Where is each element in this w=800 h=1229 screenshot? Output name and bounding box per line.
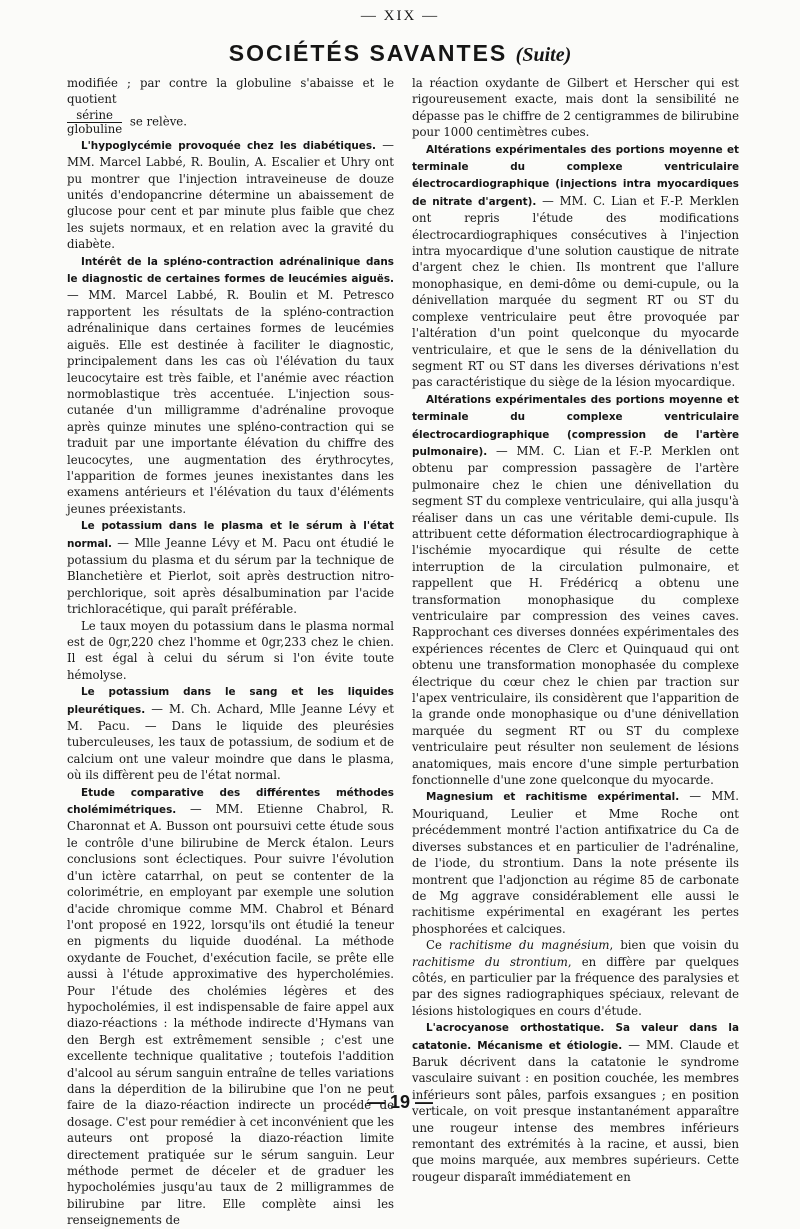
title-suite: (Suite): [515, 44, 572, 66]
article-heading: L'acrocyanose orthostatique. Sa valeur dans la catatonie. Mécanisme et étiologie.: [412, 1022, 739, 1052]
page-number: — 19 —: [366, 1092, 434, 1112]
article-heading: Altérations expérimentales des portions moyenne et terminale du complexe ventriculaire électrocardiographique (compression de l'artère pulmonaire).: [412, 393, 739, 458]
article-heading: Le potassium dans le plasma et le sérum à l'état normal.: [67, 520, 394, 550]
section-numeral: — XIX —: [360, 8, 440, 24]
paragraph-text: , en diffère par quelques côtés, en particulier par la fréquence des paralysies et par des signes radiographiques spéciaux, relevant de lésions histologiques en cours d'étude.: [412, 954, 739, 1018]
paragraph-text: , bien que voisin du: [609, 938, 739, 953]
article-cholemimetrie: [67, 784, 394, 1229]
paragraph-text: modifiée ; par contre la globuline s'abaisse et le quotient: [67, 76, 394, 107]
article-body: — Mlle Jeanne Lévy et M. Pacu ont étudié le potassium du plasma et du sérum par la technique de Blanchetière et Pierlot, soit après destruction nitro-perchlorique, soit après désalbumination par l'acide trichloracétique, qui paraît préférable.: [67, 535, 394, 617]
article-body: — MM. C. Lian et F.-P. Merklen ont repris l'étude des modifications électrocardiographiques consécutives à l'injection intra myocardique d'une solution caustique de nitrate d'argent chez le chien. Ils montrent que l'allure monophasique, en demi-dôme ou demi-cupule, ou la dénivellation marquée du segment RT ou ST du complexe ventriculaire peut être provoquée par l'altération d'un point quelconque du myocarde ventriculaire, et que le sens de la dénivellation du segment RT ou ST dans les diverses dérivations n'est pas caractéristique du siège de la lésion myocardique.: [412, 193, 739, 390]
article-heading: Altérations expérimentales des portions moyenne et terminale du complexe ventriculaire électrocardiographique (injections intra myocardiques de nitrate d'argent).: [412, 143, 739, 208]
article-body: — M. Ch. Achard, Mlle Jeanne Lévy et M. Pacu. — Dans le liquide des pleurésies tuberculeuses, les taux de potassium, de sodium et de calcium ont une valeur moindre que dans le plasma, où ils diffèrent peu de l'état normal.: [67, 701, 394, 783]
left-column: [67, 75, 394, 1228]
article-spleno-contraction: [67, 253, 394, 518]
fraction: [67, 109, 122, 136]
fraction-denominator: globuline: [67, 121, 123, 136]
article-nitrate-argent: [412, 141, 739, 391]
page-title: [0, 40, 800, 67]
italic-term: rachitisme du strontium: [412, 954, 568, 969]
article-potassium-plasma: [67, 517, 394, 617]
article-body: — MM. Etienne Chabrol, R. Charonnat et A. Busson ont poursuivi cette étude sous le contrôle d'une bilirubine de Merck étalon. Leurs conclusions sont éclectiques. Pour suivre l'évolution d'un ictère catarrhal, on peut se contenter de la colorimétrie, en employant par exemple une solution d'acide chromique comme MM. Chabrol et Bénard l'ont proposé en 1922, lorsqu'ils ont étudié la teneur en pigments du liquide duodénal. La méthode oxydante de Fouchet, d'exécution facile, se prête elle aussi à l'étude approximative des hypercholémies. Pour l'étude des cholémies légères et des hypocholémies, il est indispensable de faire appel aux diazo-réactions : la méthode indirecte d'Hymans van den Bergh est extrêmement sensible ; c'est une excellente technique qualitative ; toutefois l'addition d'alcool au sérum sanguin entraîne de telles variations dans la déperdition de la bilirubine que l'on ne peut faire de la diazo-réaction indirecte un procédé de dosage. C'est pour remédier à cet inconvénient que les auteurs ont proposé la diazo-réaction limite directement pratiquée sur le sérum sanguin. Leur méthode permet de déceler et de graduer les hypocholémies jusqu'au taux de 2 milligrammes de bilirubine par litre. Elle complète ainsi les renseignements de: [67, 802, 394, 1228]
article-heading: Etude comparative des différentes méthodes cholémimétriques.: [67, 786, 394, 817]
article-potassium-pleuretique: [67, 683, 394, 783]
right-column: [412, 75, 739, 1184]
article-magnesium: [412, 788, 739, 937]
paragraph-continued: [67, 75, 394, 137]
article-heading: Intérêt de la spléno-contraction adrénalinique dans le diagnostic de certaines formes de leucémies aiguës.: [67, 255, 394, 286]
article-artere-pulmonaire: [412, 391, 739, 789]
article-body: — MM. Marcel Labbé, R. Boulin et M. Petresco rapportent les résultats de la spléno-contraction adrénalinique dans certaines formes de leucémies aiguës. Elle est destinée à faciliter le diagnostic, principalement dans les cas où l'élévation du taux leucocytaire est très faible, et l'anémie avec réaction normoblastique très accentuée. L'injection sous-cutanée d'un milligramme d'adrénaline provoque après quinze minutes une spléno-contraction qui se traduit par une importante élévation du chiffre des leucocytes, une augmentation des érythrocytes, l'apparition de formes jeunes inexistantes dans les examens antérieurs et l'élévation du taux d'éléments jeunes préexistants.: [67, 288, 394, 516]
italic-term: rachitisme du magnésium: [449, 938, 610, 953]
paragraph-text: se relève.: [129, 114, 187, 129]
title-text: SOCIÉTÉS SAVANTES: [228, 40, 508, 66]
article-hypoglycemie: [67, 137, 394, 253]
paragraph-text: Ce: [426, 938, 450, 953]
article-body: — MM. Marcel Labbé, R. Boulin, A. Escalier et Uhry ont pu montrer que l'injection intraveineuse de douze unités d'endopancrine détermine un abaissement de glucose pour cent et par minute plus faible que chez les sujets normaux, et en relation avec la gravité du diabète.: [67, 137, 394, 252]
article-heading: Magnesium et rachitisme expérimental.: [426, 791, 680, 804]
fraction-numerator: sérine: [67, 109, 122, 123]
paragraph: [412, 937, 739, 1019]
article-body: — MM. Claude et Baruk décrivent dans la catatonie le syndrome vasculaire suivant : en position couchée, les membres inférieurs sont pâles, parfois exsangues ; en position verticale, on voit presque instantanément apparaître une rougeur intense des membres inférieurs remontant des extrémités à la racine, et aussi, bien que moins marquée, aux membres supérieurs. Cette rougeur disparaît immédiatement en: [412, 1037, 739, 1184]
article-heading: L'hypoglycémie provoquée chez les diabétiques.: [81, 139, 376, 152]
paragraph: Le taux moyen du potassium dans le plasma normal est de 0gr,220 chez l'homme et 0gr,233 chez le chien. Il est égal à celui du sérum si l'on évite toute hémolyse.: [67, 618, 394, 682]
article-body: — MM. C. Lian et F.-P. Merklen ont obtenu par compression passagère de l'artère pulmonaire chez le chien une dénivellation du segment ST du complexe ventriculaire, qui alla jusqu'à réaliser dans un cas une véritable demi-cupule. Ils attribuent cette déformation électrocardiographique à l'ischémie myocardique qui résulte de cette interruption de la circulation pulmonaire, et rappellent que H. Frédéricq a obtenu une transformation monophasique du complexe ventriculaire par compression des veines caves. Rapprochant ces diverses données expérimentales des expériences récentes de Clerc et Quinquaud qui ont obtenu une transformation monophasée du complexe électrique du cœur chez le chien par traction sur l'apex ventriculaire, ils considèrent que l'apparition de la grande onde monophasique ou d'une dénivellation marquée du segment RT ou ST du complexe ventriculaire peut résulter non seulement de lésions anatomiques, mais encore d'une simple perturbation fonctionnelle d'une zone quelconque du myocarde.: [412, 443, 739, 788]
article-heading: Le potassium dans le sang et les liquides pleurétiques.: [67, 686, 394, 716]
paragraph-continued: la réaction oxydante de Gilbert et Herscher qui est rigoureusement exacte, mais dont la sensibilité ne dépasse pas le chiffre de 2 centigrammes de bilirubine pour 1000 centimètres cubes.: [412, 76, 739, 140]
article-body: — MM. Mouriquand, Leulier et Mme Roche ont précédemment montré l'action antifixatrice du Ca de diverses substances et en particulier de l'adrénaline, de l'iode, du strontium. Dans la note présente ils montrent que l'adjonction au régime 85 de carbonate de Mg aggrave considérablement elle aussi le rachitisme expérimental en exagérant les pertes phosphorées et calciques.: [412, 789, 739, 936]
